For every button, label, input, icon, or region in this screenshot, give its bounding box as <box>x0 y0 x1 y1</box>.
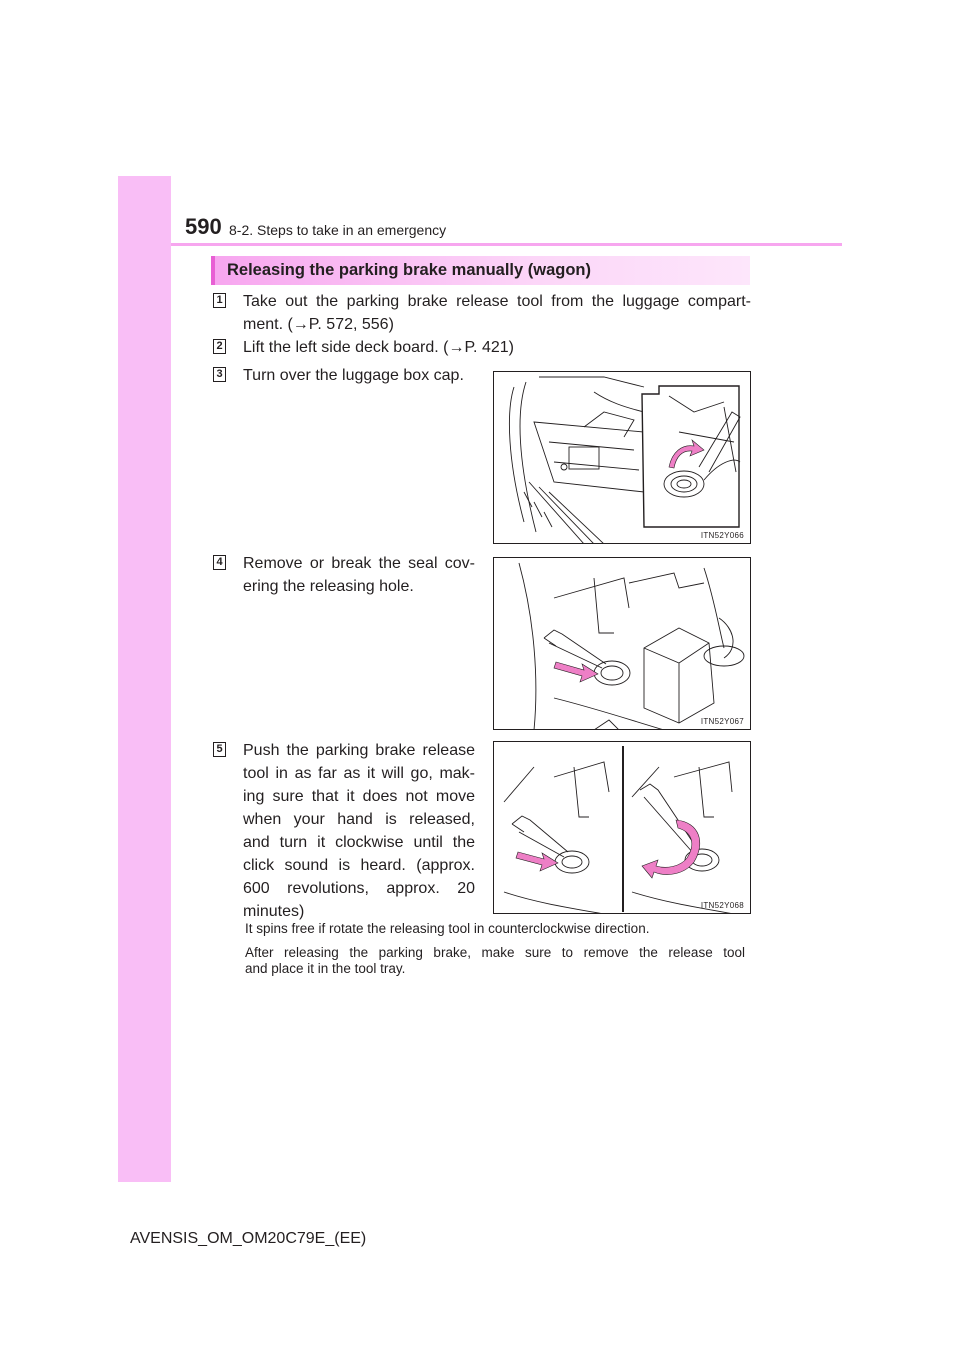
note-2 <box>245 945 745 976</box>
step-5-text <box>243 739 475 923</box>
section-heading <box>211 256 750 285</box>
document-code: AVENSIS_OM_OM20C79E_(EE) <box>130 1230 367 1247</box>
step-5-line-4: when your hand is released, <box>243 811 475 828</box>
header-divider <box>171 243 842 246</box>
figure-code-1: ITN52Y066 <box>700 531 744 540</box>
note-1-line-1: It spins free if rotate the releasing tool in counterclockwise direction. <box>245 921 650 936</box>
sidebar-tab <box>118 176 171 1182</box>
push-arrow-icon <box>554 662 598 682</box>
step-5-line-2: tool in as far as it will go, mak- <box>243 765 475 782</box>
step-2-text <box>243 336 751 359</box>
figure-luggage-box-cap <box>493 371 751 544</box>
step-4-line-1: Remove or break the seal cov- <box>243 555 475 572</box>
step-number-1: 1 <box>213 293 226 308</box>
page-number: 590 <box>185 214 222 239</box>
step-4-text <box>243 552 475 598</box>
push-and-turn-illustration <box>494 742 751 914</box>
step-number-3: 3 <box>213 367 226 382</box>
luggage-compartment-illustration <box>494 372 751 544</box>
step-1-line-2: ment. (→P. 572, 556) <box>243 316 394 333</box>
figure-code-2: ITN52Y067 <box>700 717 744 726</box>
step-5-line-3: ing sure that it does not move <box>243 788 475 805</box>
step-number-4: 4 <box>213 555 226 570</box>
step-number-5: 5 <box>213 742 226 757</box>
note-2-line-1: After releasing the parking brake, make sure to remove the release tool <box>245 945 745 960</box>
section-title: 8-2. Steps to take in an emergency <box>229 222 447 238</box>
figure-code-3: ITN52Y068 <box>700 901 744 910</box>
clockwise-arrow-icon <box>642 820 700 878</box>
section-heading-text: Releasing the parking brake manually (wagon) <box>227 261 592 279</box>
step-3-text <box>243 364 483 387</box>
step-5-line-6: click sound is heard. (approx. <box>243 857 475 874</box>
step-5-line-1: Push the parking brake release <box>243 742 475 759</box>
step-5-line-8: minutes) <box>243 903 305 920</box>
step-4-line-2: ering the releasing hole. <box>243 578 414 595</box>
step-3-line-1: Turn over the luggage box cap. <box>243 367 464 384</box>
step-5-line-7: 600 revolutions, approx. 20 <box>243 880 475 897</box>
step-number-2: 2 <box>213 339 226 354</box>
step-5-line-5: and turn it clockwise until the <box>243 834 475 851</box>
figure-push-and-turn <box>493 741 751 914</box>
step-1-text <box>243 290 751 336</box>
figure-seal-covering <box>493 557 751 730</box>
seal-covering-illustration <box>494 558 751 730</box>
note-1 <box>245 921 745 937</box>
push-arrow-icon-2 <box>516 852 558 871</box>
step-1-line-1: Take out the parking brake release tool from the luggage compart- <box>243 293 751 310</box>
step-2-line-1: Lift the left side deck board. (→P. 421) <box>243 339 514 356</box>
note-2-line-2: and place it in the tool tray. <box>245 960 406 976</box>
